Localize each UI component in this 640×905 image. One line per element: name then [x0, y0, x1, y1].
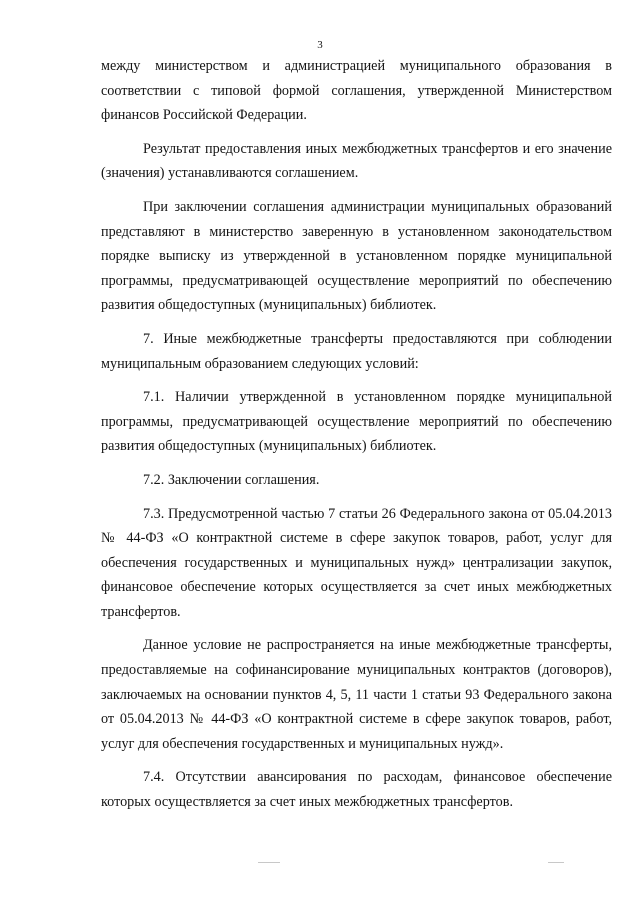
paragraph-7-1: 7.1. Наличии утвержденной в установленном порядке муниципальной программы, предусматривающей осуществление мероприятий по обеспечению развития общедоступных (муниципальных) библиотек.	[101, 389, 612, 455]
document-body	[101, 54, 612, 824]
paragraph-7-2: 7.2. Заключении соглашения.	[143, 471, 320, 488]
paragraph-exception: Данное условие не распространяется на иные межбюджетные трансферты, предоставляемые на софинансирование муниципальных контрактов (договоров), заключаемых на основании пунктов 4, 5, 11 части 1 статьи 93 Федерального закона от 05.04.2013 № 44-ФЗ «О контрактной системе в сфере закупок товаров, работ, услуг для обеспечения государственных и муниципальных нужд».	[101, 637, 612, 752]
page-number: 3	[317, 39, 323, 51]
paragraph-7-3: 7.3. Предусмотренной частью 7 статьи 26 Федерального закона от 05.04.2013 № 44-ФЗ «О контрактной системе в сфере закупок товаров, работ, услуг для обеспечения государственных и муниципальных нужд» централизации закупок, финансовое обеспечение которых осуществляется за счет иных межбюджетных трансфертов.	[101, 505, 612, 620]
paragraph-7-4: 7.4. Отсутствии авансирования по расходам, финансовое обеспечение которых осуществляется за счет иных межбюджетных трансфертов.	[101, 769, 612, 811]
paragraph-agreement-form: между министерством и администрацией муниципального образования в соответствии с типовой формой соглашения, утвержденной Министерством финансов Российской Федерации.	[101, 58, 612, 124]
scan-mark	[258, 862, 280, 863]
paragraph-extract: При заключении соглашения администрации муниципальных образований представляют в министерство заверенную в установленном законодательством порядке выписку из утвержденной в установленном порядке муниципальной программы, предусматривающей осуществление мероприятий по обеспечению развития общедоступных (муниципальных) библиотек.	[101, 198, 612, 314]
scan-marks	[0, 862, 640, 882]
paragraph-result: Результат предоставления иных межбюджетных трансфертов и его значение (значения) устанавливаются соглашением.	[101, 140, 612, 182]
scan-mark	[548, 862, 564, 863]
paragraph-conditions: 7. Иные межбюджетные трансферты предоставляются при соблюдении муниципальным образованием следующих условий:	[101, 330, 612, 372]
